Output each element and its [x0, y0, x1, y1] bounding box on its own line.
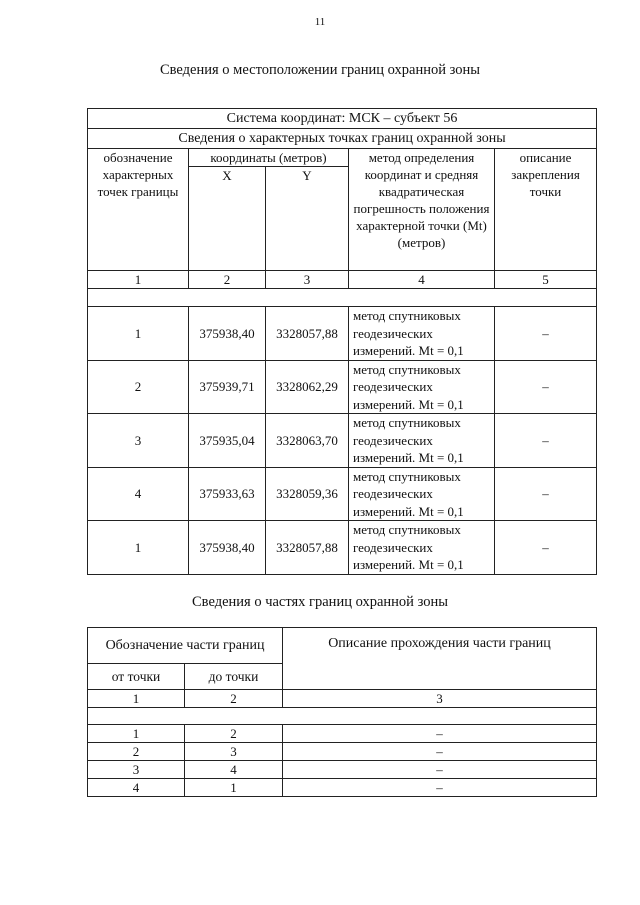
- to-point: 3: [185, 743, 283, 761]
- part-description: –: [283, 779, 597, 797]
- header-y: Y: [266, 167, 349, 271]
- description-value: –: [495, 467, 597, 521]
- table-row: [88, 779, 597, 797]
- section-title-parts: Сведения о частях границ охранной зоны: [192, 594, 448, 610]
- table-subtitle: Сведения о характерных точках границ охранной зоны: [88, 129, 597, 149]
- x-value: 375938,40: [189, 521, 266, 575]
- from-point: 4: [88, 779, 185, 797]
- header-x: X: [189, 167, 266, 271]
- table-row: [88, 467, 597, 521]
- x-value: 375935,04: [189, 414, 266, 468]
- header-from-point: от точки: [88, 664, 185, 690]
- part-description: –: [283, 761, 597, 779]
- header-to-point: до точки: [185, 664, 283, 690]
- point-id: 3: [88, 414, 189, 468]
- table-row: [88, 360, 597, 414]
- header-method: метод определения координат и средняя квадратическая погрешность положения характерной точки (Mt) (метров): [349, 149, 495, 271]
- section-title-boundaries: Сведения о местоположении границ охранной зоны: [159, 62, 480, 78]
- table-row: [88, 725, 597, 743]
- header-part-designation: Обозначение части границ: [88, 628, 283, 664]
- method-value: метод спутниковых геодезических измерений. Mt = 0,1: [349, 467, 495, 521]
- from-point: 3: [88, 761, 185, 779]
- x-value: 375939,71: [189, 360, 266, 414]
- coordinate-system-header: Система координат: МСК – субъект 56: [88, 109, 597, 129]
- to-point: 4: [185, 761, 283, 779]
- x-value: 375938,40: [189, 307, 266, 361]
- description-value: –: [495, 521, 597, 575]
- page-number: 11: [314, 16, 326, 28]
- header-point-designation: обозначение характерных точек границы: [88, 149, 189, 271]
- from-point: 2: [88, 743, 185, 761]
- x-value: 375933,63: [189, 467, 266, 521]
- table-row: [88, 761, 597, 779]
- col-number: 1: [88, 271, 189, 289]
- col-number: 3: [283, 690, 597, 708]
- description-value: –: [495, 307, 597, 361]
- col-number: 5: [495, 271, 597, 289]
- coordinates-table: [87, 108, 597, 575]
- col-number: 3: [266, 271, 349, 289]
- point-id: 2: [88, 360, 189, 414]
- method-value: метод спутниковых геодезических измерений. Mt = 0,1: [349, 360, 495, 414]
- to-point: 2: [185, 725, 283, 743]
- point-id: 1: [88, 307, 189, 361]
- col-number: 2: [185, 690, 283, 708]
- y-value: 3328063,70: [266, 414, 349, 468]
- boundary-parts-table: [87, 627, 597, 797]
- y-value: 3328057,88: [266, 307, 349, 361]
- description-value: –: [495, 360, 597, 414]
- description-value: –: [495, 414, 597, 468]
- empty-row: [88, 289, 597, 307]
- header-coordinates: координаты (метров): [189, 149, 349, 167]
- table-row: [88, 414, 597, 468]
- table-row: [88, 307, 597, 361]
- empty-row: [88, 708, 597, 725]
- y-value: 3328057,88: [266, 521, 349, 575]
- part-description: –: [283, 743, 597, 761]
- header-point-description: описание закрепления точки: [495, 149, 597, 271]
- method-value: метод спутниковых геодезических измерений. Mt = 0,1: [349, 414, 495, 468]
- point-id: 4: [88, 467, 189, 521]
- method-value: метод спутниковых геодезических измерений. Mt = 0,1: [349, 521, 495, 575]
- part-description: –: [283, 725, 597, 743]
- header-part-description: Описание прохождения части границ: [283, 628, 597, 664]
- to-point: 1: [185, 779, 283, 797]
- col-number: 1: [88, 690, 185, 708]
- table-row: [88, 743, 597, 761]
- table-row: [88, 521, 597, 575]
- y-value: 3328059,36: [266, 467, 349, 521]
- point-id: 1: [88, 521, 189, 575]
- from-point: 1: [88, 725, 185, 743]
- col-number: 2: [189, 271, 266, 289]
- y-value: 3328062,29: [266, 360, 349, 414]
- method-value: метод спутниковых геодезических измерений. Mt = 0,1: [349, 307, 495, 361]
- col-number: 4: [349, 271, 495, 289]
